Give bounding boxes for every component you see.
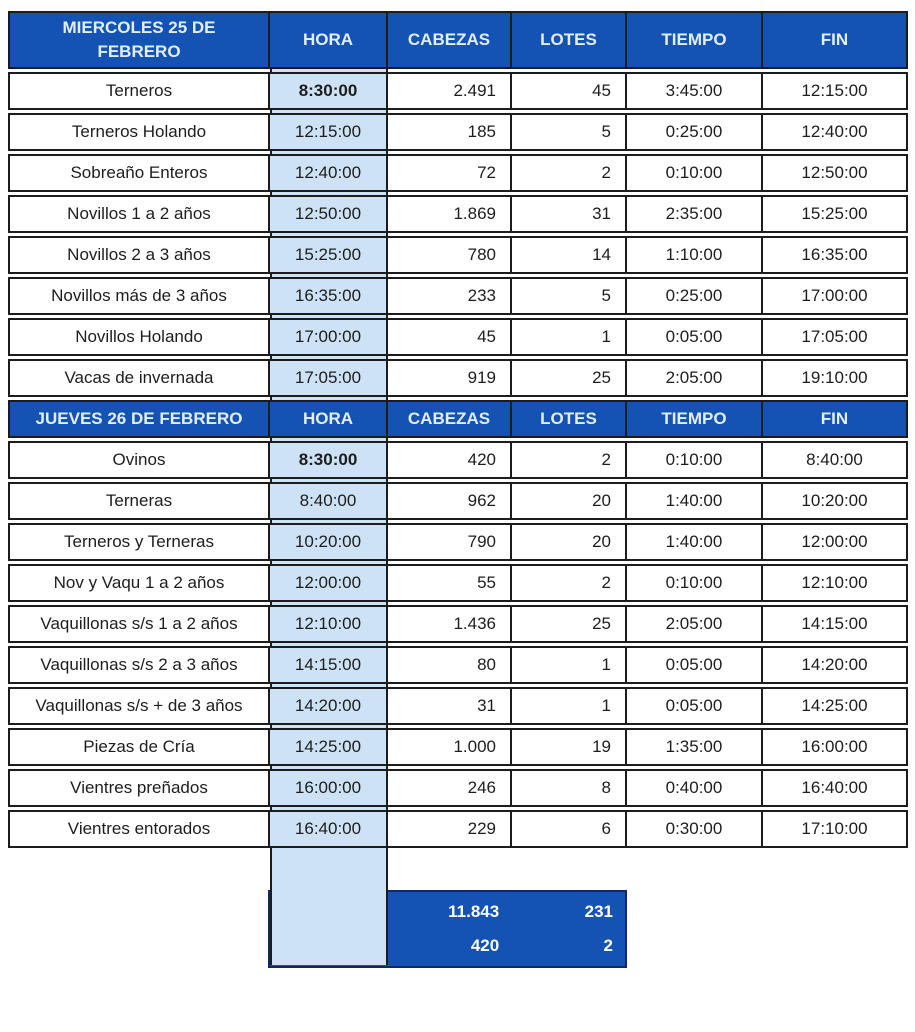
cabezas-cell: 31 <box>388 687 512 725</box>
table-row <box>8 318 908 356</box>
category-cell: Nov y Vaqu 1 a 2 años <box>8 564 270 602</box>
fin-cell: 14:15:00 <box>763 605 908 643</box>
fin-cell: 8:40:00 <box>763 441 908 479</box>
lotes-cell: 31 <box>512 195 627 233</box>
column-header-tiempo: TIEMPO <box>627 400 763 438</box>
tiempo-cell: 0:40:00 <box>627 769 763 807</box>
lotes-cell: 1 <box>512 646 627 684</box>
table-row <box>8 441 908 479</box>
summary-cabezas-total: 11.843 <box>448 902 500 921</box>
table-row <box>8 113 908 151</box>
tiempo-cell: 0:25:00 <box>627 113 763 151</box>
tiempo-cell: 1:10:00 <box>627 236 763 274</box>
fin-cell: 12:50:00 <box>763 154 908 192</box>
lotes-cell: 1 <box>512 318 627 356</box>
lotes-cell: 6 <box>512 810 627 848</box>
table-row <box>8 687 908 725</box>
hora-cell: 16:00:00 <box>270 769 388 807</box>
hora-cell: 14:25:00 <box>270 728 388 766</box>
section-title <box>8 11 270 69</box>
category-cell: Terneros <box>8 72 270 110</box>
tiempo-cell: 0:10:00 <box>627 564 763 602</box>
fin-cell: 17:00:00 <box>763 277 908 315</box>
cabezas-cell: 72 <box>388 154 512 192</box>
column-header-fin: FIN <box>763 400 908 438</box>
hora-cell: 10:20:00 <box>270 523 388 561</box>
cabezas-cell: 1.000 <box>388 728 512 766</box>
cabezas-cell: 790 <box>388 523 512 561</box>
cabezas-cell: 780 <box>388 236 512 274</box>
section-title: JUEVES 26 DE FEBRERO <box>8 400 270 438</box>
category-cell: Sobreaño Enteros <box>8 154 270 192</box>
cabezas-cell: 962 <box>388 482 512 520</box>
hora-cell: 17:00:00 <box>270 318 388 356</box>
table-row <box>8 277 908 315</box>
hora-cell: 16:40:00 <box>270 810 388 848</box>
lotes-cell: 2 <box>512 154 627 192</box>
tiempo-cell: 3:45:00 <box>627 72 763 110</box>
lotes-cell: 5 <box>512 277 627 315</box>
summary-lotes-total: 231 <box>584 902 613 921</box>
cabezas-cell: 233 <box>388 277 512 315</box>
cabezas-cell: 80 <box>388 646 512 684</box>
category-cell: Vaquillonas s/s 2 a 3 años <box>8 646 270 684</box>
table-row <box>8 195 908 233</box>
section-wednesday <box>8 11 908 397</box>
tiempo-cell: 0:10:00 <box>627 441 763 479</box>
fin-cell: 16:00:00 <box>763 728 908 766</box>
hora-cell: 8:30:00 <box>270 441 388 479</box>
column-header-lotes: LOTES <box>512 11 627 69</box>
tiempo-cell: 0:25:00 <box>627 277 763 315</box>
fin-cell: 19:10:00 <box>763 359 908 397</box>
table-row <box>8 482 908 520</box>
auction-schedule <box>8 8 908 968</box>
table-row <box>8 154 908 192</box>
fin-cell: 10:20:00 <box>763 482 908 520</box>
column-header-tiempo: TIEMPO <box>627 11 763 69</box>
table-row <box>8 646 908 684</box>
lotes-cell: 45 <box>512 72 627 110</box>
category-cell: Terneras <box>8 482 270 520</box>
tiempo-cell: 1:35:00 <box>627 728 763 766</box>
fin-cell: 12:00:00 <box>763 523 908 561</box>
tiempo-cell: 0:10:00 <box>627 154 763 192</box>
lotes-cell: 25 <box>512 359 627 397</box>
fin-cell: 16:40:00 <box>763 769 908 807</box>
hora-cell: 14:20:00 <box>270 687 388 725</box>
column-header-cabezas: CABEZAS <box>388 400 512 438</box>
lotes-cell: 5 <box>512 113 627 151</box>
tiempo-cell: 0:05:00 <box>627 646 763 684</box>
cabezas-cell: 45 <box>388 318 512 356</box>
section-title-text: MIERCOLES 25 DE FEBRERO <box>62 18 216 61</box>
tiempo-cell: 1:40:00 <box>627 482 763 520</box>
table-row <box>8 728 908 766</box>
lotes-cell: 20 <box>512 523 627 561</box>
section-header-row <box>8 400 908 438</box>
table-row <box>8 236 908 274</box>
lotes-cell: 20 <box>512 482 627 520</box>
column-header-hora: HORA <box>270 11 388 69</box>
hora-cell: 8:30:00 <box>270 72 388 110</box>
table-row <box>8 359 908 397</box>
fin-cell: 12:15:00 <box>763 72 908 110</box>
table-row <box>8 810 908 848</box>
column-header-fin: FIN <box>763 11 908 69</box>
hora-cell: 17:05:00 <box>270 359 388 397</box>
tiempo-cell: 2:05:00 <box>627 359 763 397</box>
tiempo-cell: 0:30:00 <box>627 810 763 848</box>
lotes-cell: 2 <box>512 564 627 602</box>
lotes-cell: 19 <box>512 728 627 766</box>
category-cell: Terneros y Terneras <box>8 523 270 561</box>
fin-cell: 17:10:00 <box>763 810 908 848</box>
table-row <box>8 564 908 602</box>
cabezas-cell: 246 <box>388 769 512 807</box>
category-cell: Vientres entorados <box>8 810 270 848</box>
category-cell: Terneros Holando <box>8 113 270 151</box>
category-cell: Vaquillonas s/s 1 a 2 años <box>8 605 270 643</box>
cabezas-cell: 2.491 <box>388 72 512 110</box>
lotes-cell: 14 <box>512 236 627 274</box>
lotes-cell: 8 <box>512 769 627 807</box>
category-cell: Ovinos <box>8 441 270 479</box>
cabezas-cell: 1.436 <box>388 605 512 643</box>
fin-cell: 14:25:00 <box>763 687 908 725</box>
hora-cell: 15:25:00 <box>270 236 388 274</box>
summary-lotes-total: 2 <box>603 936 613 955</box>
fin-cell: 12:10:00 <box>763 564 908 602</box>
table-row <box>8 769 908 807</box>
fin-cell: 16:35:00 <box>763 236 908 274</box>
category-cell: Piezas de Cría <box>8 728 270 766</box>
cabezas-cell: 919 <box>388 359 512 397</box>
summary-cabezas-total: 420 <box>470 936 500 955</box>
table-row <box>8 72 908 110</box>
cabezas-cell: 420 <box>388 441 512 479</box>
column-header-hora: HORA <box>270 400 388 438</box>
category-cell: Novillos 1 a 2 años <box>8 195 270 233</box>
cabezas-cell: 1.869 <box>388 195 512 233</box>
hora-cell: 12:40:00 <box>270 154 388 192</box>
hora-cell: 8:40:00 <box>270 482 388 520</box>
hora-cell: 12:50:00 <box>270 195 388 233</box>
lotes-cell: 2 <box>512 441 627 479</box>
lotes-cell: 25 <box>512 605 627 643</box>
cabezas-cell: 229 <box>388 810 512 848</box>
table-row <box>8 523 908 561</box>
section-thursday <box>8 400 908 848</box>
table-row <box>8 605 908 643</box>
hora-cell: 16:35:00 <box>270 277 388 315</box>
fin-cell: 17:05:00 <box>763 318 908 356</box>
hora-cell: 12:00:00 <box>270 564 388 602</box>
tiempo-cell: 0:05:00 <box>627 318 763 356</box>
tiempo-cell: 1:40:00 <box>627 523 763 561</box>
cabezas-cell: 55 <box>388 564 512 602</box>
cabezas-cell: 185 <box>388 113 512 151</box>
category-cell: Novillos Holando <box>8 318 270 356</box>
category-cell: Vientres preñados <box>8 769 270 807</box>
category-cell: Vacas de invernada <box>8 359 270 397</box>
category-cell: Novillos más de 3 años <box>8 277 270 315</box>
fin-cell: 15:25:00 <box>763 195 908 233</box>
fin-cell: 14:20:00 <box>763 646 908 684</box>
hora-cell: 12:15:00 <box>270 113 388 151</box>
tiempo-cell: 2:35:00 <box>627 195 763 233</box>
lotes-cell: 1 <box>512 687 627 725</box>
category-cell: Vaquillonas s/s + de 3 años <box>8 687 270 725</box>
tiempo-cell: 0:05:00 <box>627 687 763 725</box>
column-header-cabezas: CABEZAS <box>388 11 512 69</box>
hora-cell: 14:15:00 <box>270 646 388 684</box>
tiempo-cell: 2:05:00 <box>627 605 763 643</box>
section-header-row <box>8 11 908 69</box>
category-cell: Novillos 2 a 3 años <box>8 236 270 274</box>
hora-cell: 12:10:00 <box>270 605 388 643</box>
fin-cell: 12:40:00 <box>763 113 908 151</box>
column-header-lotes: LOTES <box>512 400 627 438</box>
auction-schedule-table <box>8 8 908 851</box>
